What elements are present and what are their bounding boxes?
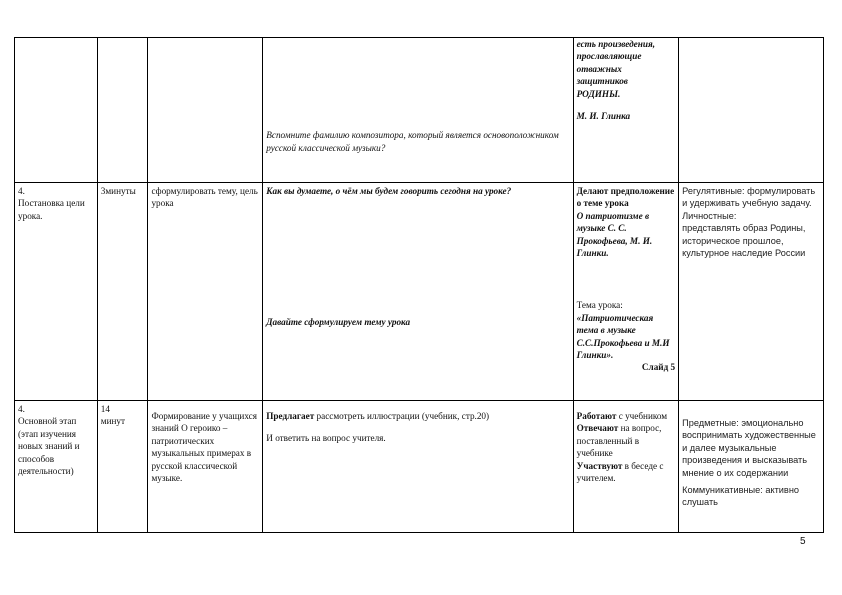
student-activity-cell xyxy=(573,38,679,183)
student-action-verb: Участвуют xyxy=(576,460,623,471)
stage-goal: Формирование у учащихся знаний О героико – патриотических музыкальных примерах в русской классической музыке. xyxy=(151,411,257,484)
stage-number: 4. xyxy=(18,404,25,414)
student-action xyxy=(577,422,676,459)
student-answer: О патриотизме в музыке С. С. Прокофьева, М. И. Глинки. xyxy=(576,210,653,259)
goal-cell xyxy=(148,401,263,533)
teacher-activity-cell xyxy=(263,401,573,533)
table-row xyxy=(15,38,824,183)
time-cell xyxy=(97,38,148,183)
teacher-followup: И ответить на вопрос учителя. xyxy=(266,433,386,444)
student-action-text: с учебником xyxy=(616,411,668,421)
uud-cell xyxy=(679,183,824,401)
student-line: защитников xyxy=(576,76,628,87)
student-line: отважных xyxy=(576,63,622,74)
student-line: РОДИНЫ. xyxy=(576,88,621,99)
uud-subject: Предметные: эмоционально воспринимать художественные и далее музыкальные произведения и высказывать мнение о их содержании xyxy=(682,418,816,478)
stage-title: Основной этап (этап изучения новых знаний и способов деятельности) xyxy=(18,416,80,477)
stage-title: Постановка цели урока. xyxy=(18,198,85,221)
slide-reference: Слайд 5 xyxy=(641,362,676,373)
teacher-prompt: Давайте сформулируем тему урока xyxy=(266,317,411,328)
page-number: 5 xyxy=(800,536,806,547)
stage-number: 4. xyxy=(18,186,25,196)
table-row xyxy=(15,183,824,401)
uud-personal-label: Личностные: xyxy=(682,210,737,221)
stage-cell xyxy=(15,401,98,533)
stage-goal: сформулировать тему, цель урока xyxy=(151,186,258,209)
uud-cell xyxy=(679,401,824,533)
student-action-verb: Работают xyxy=(576,411,617,421)
student-action-text: в беседе с учителем. xyxy=(576,460,664,484)
composer-name: М. И. Глинка xyxy=(576,111,631,122)
goal-cell xyxy=(148,38,263,183)
teacher-question: Как вы думаете, о чём мы будем говорить сегодня на уроке? xyxy=(266,186,512,196)
teacher-activity-cell xyxy=(263,38,573,183)
teacher-instruction xyxy=(266,410,569,422)
uud-communicative: Коммуникативные: активно слушать xyxy=(682,485,800,508)
student-action xyxy=(577,460,676,485)
teacher-instruction-text: рассмотреть иллюстрации (учебник, стр.20) xyxy=(314,411,490,421)
stage-duration: 3минуты xyxy=(100,186,136,196)
uud-cell xyxy=(679,38,824,183)
student-line: прославляющие xyxy=(576,51,642,62)
stage-cell xyxy=(15,183,98,401)
lesson-topic: «Патриотическая тема в музыке С.С.Прокофьева и М.И Глинки». xyxy=(576,312,670,361)
table-row xyxy=(15,401,824,533)
student-action: Делают предположение о теме урока xyxy=(576,186,675,209)
student-line: есть произведения, xyxy=(576,39,655,49)
time-cell xyxy=(97,401,148,533)
uud-regulatory: Регулятивные: формулировать и удерживать учебную задачу. xyxy=(682,186,816,209)
teacher-activity-cell xyxy=(263,183,573,401)
time-cell xyxy=(97,183,148,401)
stage-cell xyxy=(15,38,98,183)
goal-cell xyxy=(148,183,263,401)
lesson-plan-table xyxy=(14,37,824,533)
student-activity-cell xyxy=(573,401,679,533)
student-activity-cell xyxy=(573,183,679,401)
student-action xyxy=(577,410,676,422)
topic-label: Тема урока: xyxy=(576,300,623,311)
student-action-text: на вопрос, поставленный в учебнике xyxy=(576,423,662,459)
stage-duration-unit: минут xyxy=(100,416,126,427)
uud-personal-text: представлять образ Родины, историческое прошлое, культурное наследие России xyxy=(682,223,806,259)
teacher-question: Вспомните фамилию композитора, который является основоположником русской классической музыки? xyxy=(266,130,559,153)
student-action-verb: Отвечают xyxy=(576,423,619,434)
stage-duration-number: 14 xyxy=(100,404,110,414)
teacher-instruction-verb: Предлагает xyxy=(266,411,315,421)
